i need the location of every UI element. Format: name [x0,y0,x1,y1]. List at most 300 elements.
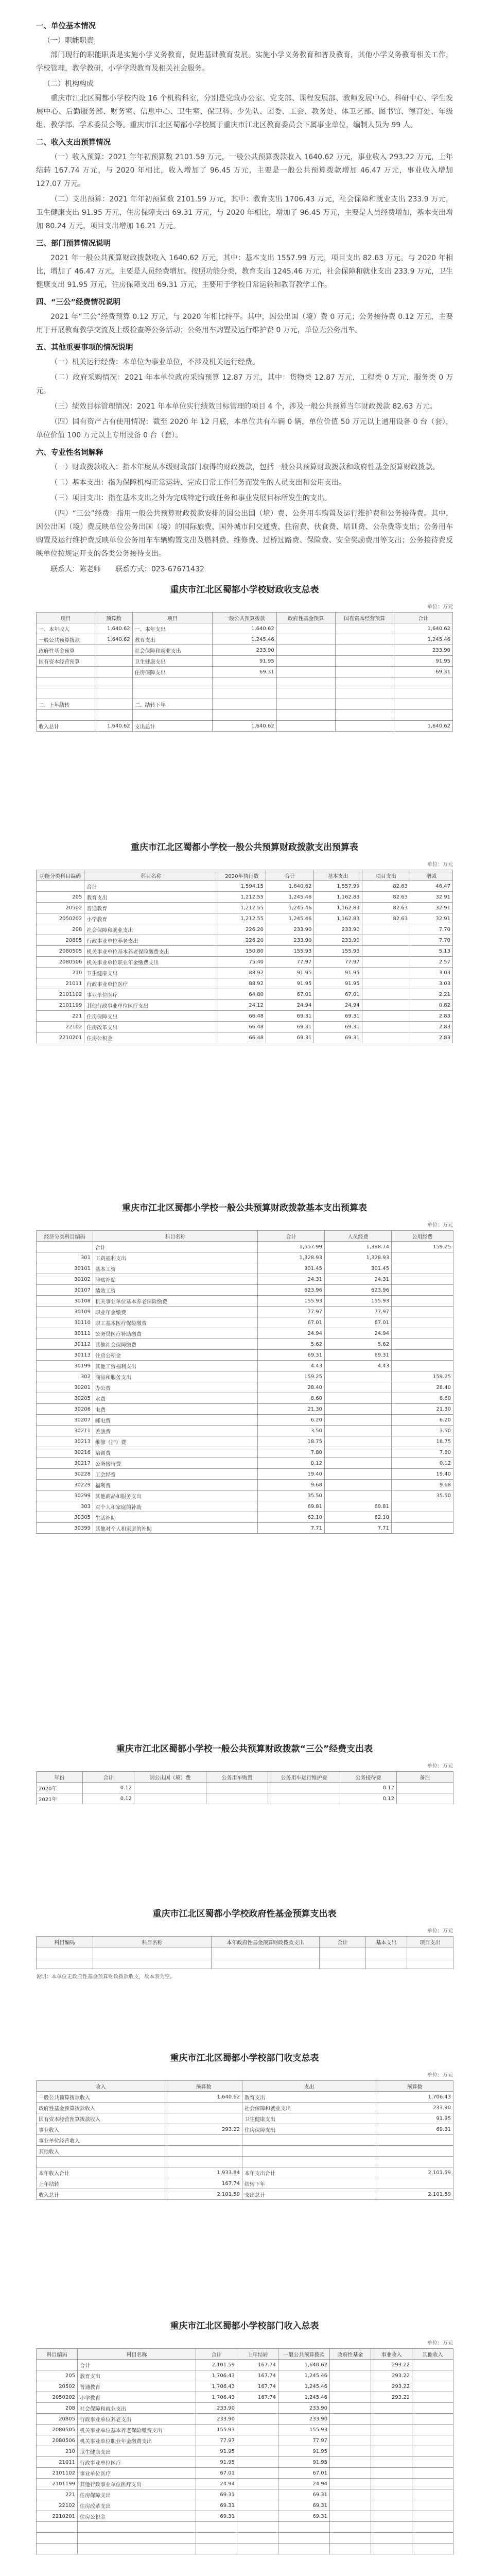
table-cell: 1,212.55 [218,892,266,903]
table-row [37,1947,453,1958]
table-cell: 住房改革支出 [84,1022,218,1032]
budget-table [36,1230,453,1534]
table-cell: 69.31 [278,2489,330,2500]
table-cell [325,1426,392,1436]
table-cell [392,1285,453,1296]
table-cell: 本年支出合计 [242,2167,376,2178]
table-cell [237,2425,278,2435]
table-cell: 2050202 [37,2392,78,2403]
table-cell [237,2522,278,2533]
table-cell: 30199 [37,1361,93,1371]
table-cell: 46.47 [410,881,453,892]
table-cell [37,1242,93,1252]
table-cell: 社会保障和就业支出 [84,924,218,935]
table-cell: 2101102 [37,989,84,1000]
table-cell: 公务接待费 [93,1458,258,1469]
table-cell: 233.90 [376,2103,453,2113]
table-cell: 2.57 [410,957,453,968]
table-cell: 159.25 [258,1371,325,1382]
column-header: 科目名称 [93,1937,212,1947]
table-cell [276,667,335,677]
table-cell: 1,245.46 [278,2381,330,2392]
table-row [37,2167,453,2178]
table-cell: 社会保障和就业支出 [242,2103,376,2113]
table-cell: 0.12 [83,1793,134,1804]
table-cell: 收入总计 [37,2189,165,2200]
table-cell: 30101 [37,1263,93,1274]
table-cell [330,2468,371,2479]
table-cell [335,699,394,710]
table-cell [132,677,213,688]
table-row [37,978,453,989]
table-cell: 1,245.46 [213,634,276,645]
table-cell: 办公费 [93,1382,258,1393]
column-header: 一般公共预算拨款 [213,613,276,623]
table-row [37,688,453,699]
table-cell: 6.20 [392,1415,453,1426]
table-cell: 工会经费 [93,1469,258,1480]
column-header: 公务接待费 [340,1772,397,1783]
table-cell: 小学教育 [78,2392,196,2403]
table-row [37,1361,453,1371]
table-row [37,1252,453,1263]
table-cell: 30107 [37,1285,93,1296]
table-cell [206,1793,268,1804]
table-cell: 4.43 [258,1361,325,1371]
table-cell: 1,640.62 [165,2092,242,2103]
column-header: 其他收入 [412,2349,453,2360]
table-cell [330,2425,371,2435]
table-row [37,2189,453,2200]
table-cell: 1,640.62 [213,721,276,732]
table-cell: 69.31 [266,1032,313,1043]
table-cell [392,1339,453,1350]
table-cell: 30399 [37,1523,93,1534]
table-title: 重庆市江北区蜀都小学校一般公共预算财政拨款“三公”经费支出表 [116,1744,373,1754]
budget-table-section [36,2050,453,2203]
table-cell: 合计 [84,881,218,892]
table-cell: 住房保障支出 [242,2124,376,2135]
table-cell: 支出总计 [132,721,213,732]
column-header: 2020年执行数 [218,870,266,881]
table-cell: 30216 [37,1447,93,1458]
table-cell: 91.95 [278,2446,330,2457]
table-row [37,1469,453,1480]
table-cell [196,2544,237,2554]
column-header: 合计 [266,870,313,881]
table-cell: 21011 [37,978,84,989]
column-header: 科目编码 [37,1937,93,1947]
table-cell [412,2403,453,2414]
table-cell [325,1458,392,1469]
unit-label: 单位：万元 [427,2341,453,2346]
table-cell: 233.90 [266,935,313,946]
table-cell [362,1022,410,1032]
column-header: 基本支出 [314,870,362,881]
table-cell [95,677,133,688]
table-cell: 住房保障支出 [84,1011,218,1022]
table-cell: 其他行政事业单位医疗支出 [84,1000,218,1011]
table-cell: 上年结转 [37,2178,165,2189]
table-cell: 3.50 [392,1426,453,1436]
table-cell [268,1793,340,1804]
table-cell: 2020年 [37,1783,83,1793]
table-cell: 69.31 [258,1350,325,1361]
table-row [37,2479,453,2489]
table-cell [330,2370,371,2381]
table-row [37,1350,453,1361]
table-row [37,2403,453,2414]
table-cell: 2,101.59 [196,2360,237,2370]
section-heading: 一、单位基本情况 [36,22,96,30]
column-header: 经济分类科目编码 [37,1231,93,1242]
table-cell: 教育支出 [132,634,213,645]
table-cell: 0.12 [83,1783,134,1793]
section-heading: 五、其他重要事项的情况说明 [36,344,133,352]
table-cell: 67.01 [325,1317,392,1328]
column-header: 本年政府性基金预算财政拨款支出 [212,1937,320,1947]
table-cell [394,688,452,699]
table-cell [276,721,335,732]
unit-label: 单位：万元 [427,1928,453,1934]
table-cell [362,946,410,957]
subsection-heading: （一）职能职责 [43,37,94,45]
column-header: 基本支出 [366,1937,407,1947]
table-cell [376,2157,453,2167]
table-cell: 1,640.62 [95,721,133,732]
table-cell: 福利费 [93,1480,258,1490]
table-cell: 24.94 [314,1000,362,1011]
table-cell: 2080506 [37,957,84,968]
table-cell [335,656,394,667]
table-row [37,1393,453,1404]
table-cell: 167.74 [237,2381,278,2392]
table-cell: 210 [37,968,84,978]
table-cell [37,2360,78,2370]
table-cell: 30201 [37,1382,93,1393]
table-cell [325,1490,392,1501]
table-row [37,677,453,688]
table-row [37,721,453,732]
table-cell: 155.93 [258,1296,325,1307]
table-cell: 301 [37,1252,93,1263]
table-cell: 其他对个人和家庭的补助 [93,1523,258,1534]
table-cell [320,1958,366,1969]
table-row [37,2446,453,2457]
table-cell [95,656,133,667]
table-cell [392,1296,453,1307]
table-row [37,2468,453,2479]
table-cell: 21.30 [258,1404,325,1415]
table-meta [36,602,453,610]
table-row [37,2360,453,2370]
budget-table [36,2080,453,2200]
table-cell: 293.22 [371,2370,412,2381]
table-cell: 普通教育 [78,2381,196,2392]
table-cell: 2080505 [37,2425,78,2435]
table-row [37,935,453,946]
table-cell: 30207 [37,1415,93,1426]
table-cell: 1,557.99 [258,1242,325,1252]
table-cell: 91.95 [213,656,276,667]
table-cell [37,688,95,699]
table-cell: 2.21 [410,989,453,1000]
table-row [37,1285,453,1296]
table-row [37,2500,453,2511]
table-cell [412,2511,453,2522]
table-cell [376,2178,453,2189]
column-header: 人员经费 [325,1231,392,1242]
table-cell [362,935,410,946]
table-cell [392,1307,453,1317]
table-cell [276,634,335,645]
table-cell [392,1512,453,1523]
table-cell [93,1947,212,1958]
table-cell [276,699,335,710]
table-cell: 社会保障和就业支出 [132,645,213,656]
table-row [37,913,453,924]
table-meta [36,1926,453,1934]
table-cell: 7.80 [392,1447,453,1458]
table-cell: 20502 [37,2381,78,2392]
table-row [37,1436,453,1447]
table-row [37,2489,453,2500]
table-cell [412,2457,453,2468]
table-cell [362,957,410,968]
paragraph: （三）绩效目标管理情况：2021 年本单位实行绩效目标管理的项目 4 个，涉及一般公共预算当年财政拨款 82.63 万元。 [50,402,437,411]
table-header-row [37,1937,453,1947]
table-cell: 行政事业单位医疗 [84,978,218,989]
table-header-row [37,1231,453,1242]
table-cell [330,2392,371,2403]
table-cell [165,2103,242,2113]
table-cell: 22102 [37,2500,78,2511]
table-cell: 293.22 [371,2360,412,2370]
paragraph: （二）支出预算：2021 年年初预算数 2101.59 万元，其中：教育支出 1706.43 万元，社会保障和就业支出 233.9 万元，卫生健康支出 91.95 万元，住房保障支出 69.31 万元，与 2020 年相比，增加了 96.45 万元，主要是人员经费增加，基本支出增加 80.24 万元，项目支出增加 16.21 万元。 [36,195,453,230]
table-row [37,1328,453,1339]
table-row [37,710,453,721]
budget-table-section [36,582,453,735]
table-cell [371,2446,412,2457]
table-row [37,699,453,710]
table-cell: 住房公积金 [78,2511,196,2522]
table-cell: 301.45 [258,1263,325,1274]
table-row [37,1000,453,1011]
column-header: 功能分类科目编码 [37,870,84,881]
table-cell [278,2544,330,2554]
table-cell: 69.31 [213,667,276,677]
table-cell: 210 [37,2446,78,2457]
table-cell [325,1404,392,1415]
table-cell: 机关事业单位基本养老保险缴费支出 [84,946,218,957]
table-cell [278,2522,330,2533]
table-cell: 7.70 [410,924,453,935]
column-header: 项目支出 [362,870,410,881]
table-cell [371,2544,412,2554]
table-cell: 155.93 [278,2425,330,2435]
table-cell [237,2468,278,2479]
table-cell: 1,640.62 [95,634,133,645]
table-cell: 1,328.93 [258,1252,325,1263]
table-row [37,2457,453,2468]
table-cell: 二、上年结转 [37,699,95,710]
column-header: 合计 [196,2349,237,2360]
table-cell: 62.10 [258,1512,325,1523]
table-row [37,623,453,634]
table-cell: 行政事业单位医疗 [78,2457,196,2468]
paragraph: （二）基本支出：指为保障机构正常运转、完成日常工作任务而发生的人员支出和公用支出。 [50,479,346,487]
unit-label: 单位：万元 [427,1223,453,1228]
table-cell: 150.80 [218,946,266,957]
table-cell [330,2403,371,2414]
table-cell: 155.93 [266,946,313,957]
table-cell: 30109 [37,1307,93,1317]
table-cell [335,623,394,634]
column-header: 预算数 [95,613,133,623]
table-cell: 2,101.59 [165,2189,242,2200]
table-cell [237,2414,278,2425]
table-cell [78,2533,196,2544]
table-cell [95,667,133,677]
table-cell: 82.63 [362,892,410,903]
table-cell [362,968,410,978]
table-cell: 1,640.62 [394,721,452,732]
table-row [37,2178,453,2189]
table-cell [237,2479,278,2489]
table-cell: 208 [37,924,84,935]
table-cell [37,2544,78,2554]
table-cell [412,2489,453,2500]
table-meta [36,2338,453,2346]
table-cell: 155.93 [325,1296,392,1307]
table-cell [376,2146,453,2157]
table-cell [376,2135,453,2146]
table-cell: 293.22 [371,2381,412,2392]
table-cell: 69.31 [394,667,452,677]
table-cell [330,2544,371,2554]
table-cell: 30108 [37,1296,93,1307]
table-cell: 233.90 [278,2403,330,2414]
column-header: 项目支出 [407,1937,453,1947]
table-cell [330,2414,371,2425]
table-cell: 基本工资 [93,1263,258,1274]
table-cell: 67.01 [314,989,362,1000]
table-note: 说明：本单位无政府性基金预算财政拨款收支，故本表为空。 [36,1974,175,1980]
column-header: 政府性基金 [330,2349,371,2360]
table-cell [320,1947,366,1958]
table-row [37,1263,453,1274]
table-cell [335,667,394,677]
table-cell [237,2533,278,2544]
table-cell [330,2381,371,2392]
table-cell: 2101102 [37,2468,78,2479]
table-cell: 167.74 [237,2360,278,2370]
column-header: 科目编码 [37,2349,78,2360]
table-row [37,1523,453,1534]
table-cell [371,2457,412,2468]
table-cell [412,2435,453,2446]
budget-table-section [36,2318,453,2557]
table-cell: 233.90 [196,2403,237,2414]
table-cell: 30213 [37,1436,93,1447]
table-meta [36,1221,453,1228]
table-cell: 卫生健康支出 [132,656,213,667]
table-cell: 30299 [37,1490,93,1501]
table-cell [392,1317,453,1328]
table-cell: 1,640.62 [266,881,313,892]
table-cell [237,2511,278,2522]
table-cell: 7.70 [410,935,453,946]
table-cell: 82.63 [362,913,410,924]
table-cell: 21011 [37,2457,78,2468]
table-cell: 293.22 [371,2392,412,2403]
table-cell: 事业单位经营收入 [37,2135,165,2146]
table-cell: 88.92 [218,978,266,989]
table-cell: 22102 [37,1022,84,1032]
column-header: 收入 [37,2081,165,2092]
table-cell: 生活补助 [93,1512,258,1523]
table-row [37,1490,453,1501]
table-cell [325,1382,392,1393]
table-cell [412,2522,453,2533]
table-cell: 91.95 [278,2457,330,2468]
table-cell [95,699,133,710]
table-cell: 233.90 [394,645,452,656]
table-cell: 1,212.55 [218,903,266,913]
table-title: 重庆市江北区蜀都小学校部门收支总表 [170,2053,319,2063]
table-cell: 3.03 [410,978,453,989]
table-cell: 差旅费 [93,1426,258,1436]
table-cell [407,1947,453,1958]
table-cell: 9.68 [392,1480,453,1490]
table-meta [36,860,453,868]
table-cell [330,2500,371,2511]
unit-label: 单位：万元 [427,604,453,610]
table-cell: 30112 [37,1339,93,1350]
table-cell: 5.62 [258,1339,325,1350]
table-cell: 24.94 [266,1000,313,1011]
table-cell: 1,640.62 [213,623,276,634]
table-cell [78,2544,196,2554]
table-cell [276,623,335,634]
table-row [37,2146,453,2157]
table-cell [325,1447,392,1458]
table-cell: 7.80 [258,1447,325,1458]
table-row [37,903,453,913]
table-cell: 302 [37,1371,93,1382]
paragraph: 2021 年一般公共预算财政拨款收入 1640.62 万元，其中：基本支出 1557.99 万元，项目支出 82.63 万元。与 2020 年相比，增加了 46.47 万元，主要是人员经费增加。按照功能分类，教育支出 1245.46 万元，社会保障和就业支出 233.9 万元，卫生健康支出 91.95 万元，住房保障支出 69.31 万元，主要用于学校日常运转和教育教学工作。 [36,254,453,289]
table-cell [394,710,452,721]
table-cell [392,1361,453,1371]
table-cell: 一、本年支出 [132,623,213,634]
table-cell: 2101199 [37,2479,78,2489]
table-cell [237,2446,278,2457]
column-header: 政府性基金预算 [276,613,335,623]
budget-explanation-text [36,15,453,578]
table-cell: 77.97 [266,957,313,968]
table-cell: 69.31 [196,2511,237,2522]
table-cell: 1,245.46 [266,913,313,924]
table-row [37,667,453,677]
table-cell: 一、本年收入 [37,623,95,634]
table-row [37,2511,453,2522]
table-cell [366,1947,407,1958]
table-cell: 事业单位医疗 [84,989,218,1000]
table-cell [325,1415,392,1426]
table-cell [397,1793,453,1804]
table-cell: 69.31 [266,1022,313,1032]
table-title: 重庆市江北区蜀都小学校一般公共预算财政拨款支出预算表 [131,842,358,853]
